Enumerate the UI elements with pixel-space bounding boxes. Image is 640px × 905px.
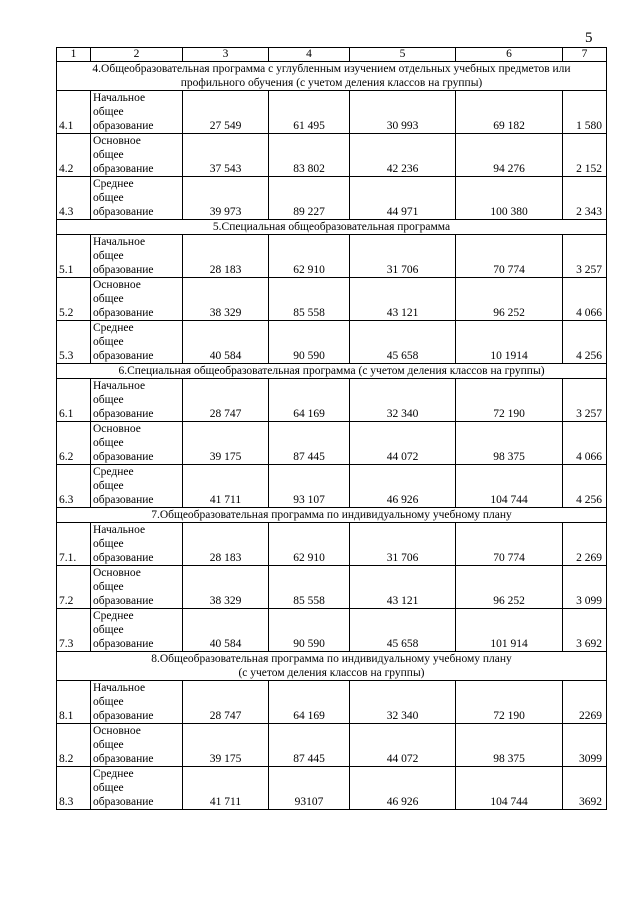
value-col-4: 64 169 [269,379,350,422]
value-col-3: 37 543 [183,134,269,177]
column-number-row [57,48,607,62]
row-code: 5.3 [57,321,91,364]
section-row [57,62,607,91]
education-level: Основное общее образование [91,724,183,767]
value-col-4: 93107 [269,767,350,810]
value-col-6: 70 774 [456,235,563,278]
value-col-7: 3692 [563,767,607,810]
value-col-3: 38 329 [183,278,269,321]
value-col-7: 2 269 [563,523,607,566]
value-col-5: 43 121 [350,278,456,321]
column-number: 4 [269,48,350,62]
value-col-4: 89 227 [269,177,350,220]
value-col-3: 39 973 [183,177,269,220]
value-col-3: 39 175 [183,422,269,465]
table-row [57,379,607,422]
education-level: Начальное общее образование [91,523,183,566]
table-row [57,177,607,220]
value-col-5: 31 706 [350,523,456,566]
table-row [57,321,607,364]
value-col-6: 96 252 [456,566,563,609]
value-col-3: 41 711 [183,767,269,810]
value-col-5: 45 658 [350,321,456,364]
value-col-3: 40 584 [183,609,269,652]
table-row [57,767,607,810]
education-level: Среднее общее образование [91,609,183,652]
row-code: 8.2 [57,724,91,767]
value-col-6: 98 375 [456,422,563,465]
section-title: 5.Специальная общеобразовательная программа [57,220,607,235]
value-col-5: 42 236 [350,134,456,177]
value-col-5: 43 121 [350,566,456,609]
value-col-7: 2 343 [563,177,607,220]
value-col-5: 32 340 [350,379,456,422]
row-code: 7.3 [57,609,91,652]
value-col-4: 93 107 [269,465,350,508]
education-level: Среднее общее образование [91,177,183,220]
row-code: 4.2 [57,134,91,177]
value-col-3: 28 183 [183,523,269,566]
value-col-4: 64 169 [269,681,350,724]
column-number: 2 [91,48,183,62]
education-level: Начальное общее образование [91,235,183,278]
table-row [57,724,607,767]
value-col-5: 46 926 [350,465,456,508]
table-row [57,681,607,724]
table-row [57,91,607,134]
table-row [57,523,607,566]
value-col-3: 38 329 [183,566,269,609]
row-code: 4.1 [57,91,91,134]
value-col-7: 4 066 [563,278,607,321]
section-row [57,652,607,681]
row-code: 6.3 [57,465,91,508]
value-col-4: 62 910 [269,235,350,278]
section-title: 8.Общеобразовательная программа по индивидуальному учебному плану (с учетом деления классов на группы) [57,652,607,681]
value-col-3: 28 747 [183,379,269,422]
education-level: Основное общее образование [91,134,183,177]
value-col-7: 3 257 [563,235,607,278]
row-code: 8.1 [57,681,91,724]
value-col-6: 98 375 [456,724,563,767]
row-code: 5.2 [57,278,91,321]
value-col-6: 94 276 [456,134,563,177]
value-col-5: 30 993 [350,91,456,134]
value-col-4: 83 802 [269,134,350,177]
table-row [57,609,607,652]
value-col-5: 45 658 [350,609,456,652]
value-col-7: 4 066 [563,422,607,465]
education-level: Среднее общее образование [91,767,183,810]
table-row [57,566,607,609]
value-col-6: 104 744 [456,767,563,810]
value-col-4: 61 495 [269,91,350,134]
table-row [57,465,607,508]
value-col-5: 44 971 [350,177,456,220]
row-code: 6.1 [57,379,91,422]
value-col-3: 28 183 [183,235,269,278]
value-col-5: 44 072 [350,422,456,465]
page-number: 5 [585,30,593,46]
row-code: 7.1. [57,523,91,566]
section-row [57,364,607,379]
value-col-6: 100 380 [456,177,563,220]
value-col-4: 87 445 [269,724,350,767]
row-code: 7.2 [57,566,91,609]
value-col-3: 39 175 [183,724,269,767]
education-level: Среднее общее образование [91,321,183,364]
value-col-4: 87 445 [269,422,350,465]
value-col-7: 4 256 [563,321,607,364]
value-col-4: 62 910 [269,523,350,566]
value-col-7: 2269 [563,681,607,724]
section-title: 4.Общеобразовательная программа с углубленным изучением отдельных учебных предметов или профильного обучения (с учетом деления классов на группы) [57,62,607,91]
value-col-5: 46 926 [350,767,456,810]
value-col-3: 27 549 [183,91,269,134]
column-number: 5 [350,48,456,62]
value-col-4: 90 590 [269,321,350,364]
value-col-7: 2 152 [563,134,607,177]
column-number: 6 [456,48,563,62]
table-row [57,235,607,278]
value-col-5: 31 706 [350,235,456,278]
value-col-6: 10 1914 [456,321,563,364]
education-level: Среднее общее образование [91,465,183,508]
section-title: 6.Специальная общеобразовательная программа (с учетом деления классов на группы) [57,364,607,379]
table-row [57,422,607,465]
value-col-6: 104 744 [456,465,563,508]
value-col-4: 90 590 [269,609,350,652]
value-col-7: 1 580 [563,91,607,134]
education-level: Начальное общее образование [91,91,183,134]
row-code: 6.2 [57,422,91,465]
value-col-7: 3 099 [563,566,607,609]
tariff-table [56,47,607,810]
value-col-6: 69 182 [456,91,563,134]
row-code: 4.3 [57,177,91,220]
value-col-3: 41 711 [183,465,269,508]
value-col-6: 72 190 [456,681,563,724]
row-code: 5.1 [57,235,91,278]
value-col-5: 44 072 [350,724,456,767]
value-col-4: 85 558 [269,278,350,321]
value-col-3: 28 747 [183,681,269,724]
section-row [57,508,607,523]
value-col-5: 32 340 [350,681,456,724]
education-level: Основное общее образование [91,422,183,465]
column-number: 7 [563,48,607,62]
section-title: 7.Общеобразовательная программа по индивидуальному учебному плану [57,508,607,523]
value-col-7: 3099 [563,724,607,767]
value-col-6: 72 190 [456,379,563,422]
value-col-7: 4 256 [563,465,607,508]
value-col-3: 40 584 [183,321,269,364]
table-row [57,134,607,177]
value-col-7: 3 257 [563,379,607,422]
value-col-6: 101 914 [456,609,563,652]
row-code: 8.3 [57,767,91,810]
education-level: Основное общее образование [91,278,183,321]
section-row [57,220,607,235]
value-col-4: 85 558 [269,566,350,609]
education-level: Начальное общее образование [91,379,183,422]
value-col-6: 96 252 [456,278,563,321]
education-level: Начальное общее образование [91,681,183,724]
table-row [57,278,607,321]
column-number: 3 [183,48,269,62]
value-col-7: 3 692 [563,609,607,652]
value-col-6: 70 774 [456,523,563,566]
column-number: 1 [57,48,91,62]
education-level: Основное общее образование [91,566,183,609]
